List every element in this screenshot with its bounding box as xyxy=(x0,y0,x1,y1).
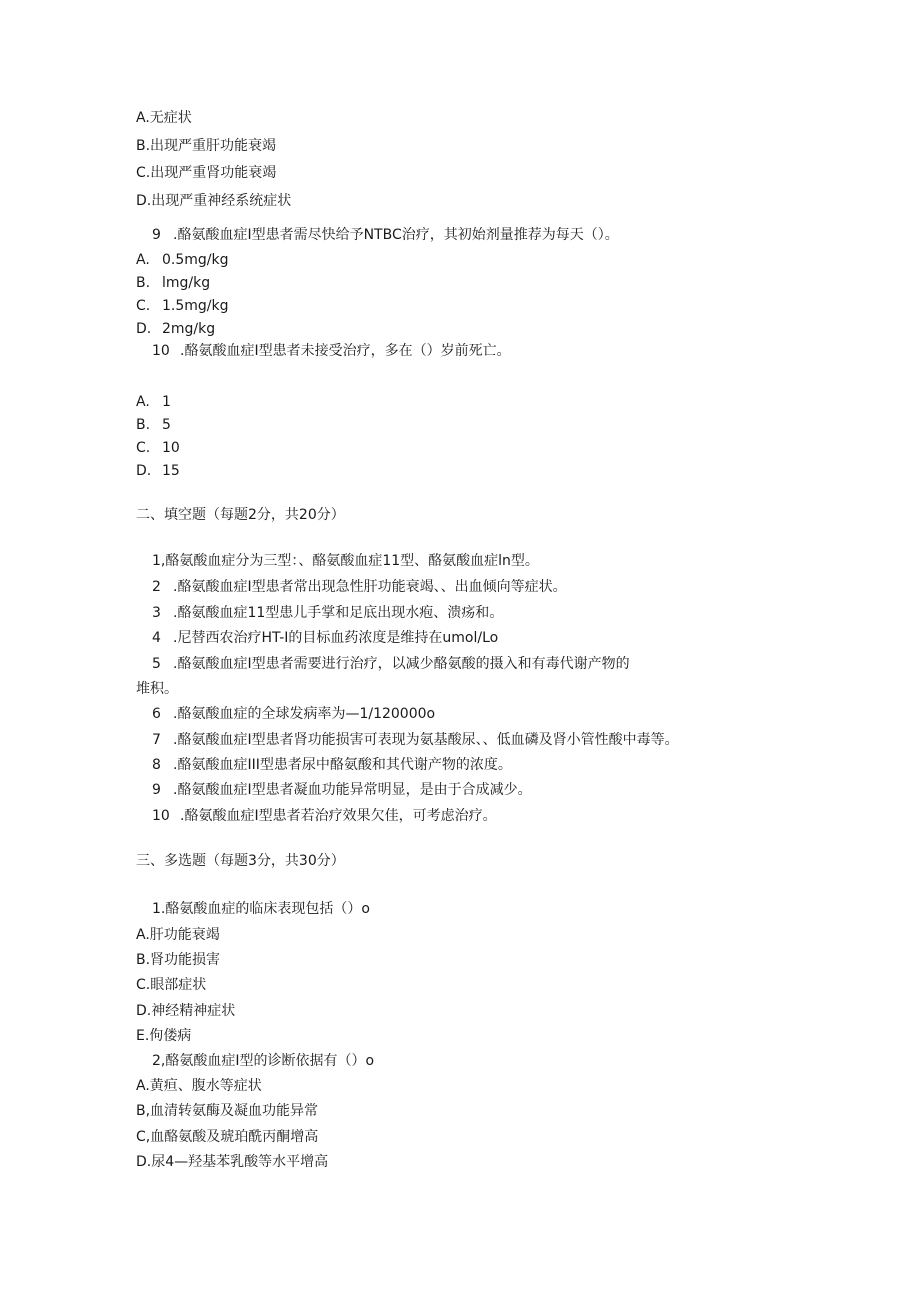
q8-option-b: B.出现严重肝功能衰竭 xyxy=(136,138,277,154)
fill-item-5: .酪氨酸血症Ⅰ型患者需要进行治疗，以减少酪氨酸的摄入和有毒代谢产物的 xyxy=(173,656,630,672)
fill-item-5-number: 5 xyxy=(152,656,161,672)
q8-option-a: A.无症状 xyxy=(136,110,192,126)
multi-q1-option-d: D.神经精神症状 xyxy=(136,1003,236,1019)
q9-option-b-label: B. xyxy=(136,275,151,291)
q9-option-a-value: 0.5mg∕kg xyxy=(162,252,229,268)
fill-item-8: .酪氨酸血症III型患者尿中酪氨酸和其代谢产物的浓度。 xyxy=(173,757,512,773)
fill-item-6: .酪氨酸血症的全球发病率为—1/120000o xyxy=(173,706,436,722)
q9-option-d-label: D. xyxy=(136,321,152,337)
multi-q1-option-b: B.肾功能损害 xyxy=(136,952,221,968)
q8-option-c: C.出现严重肾功能衰竭 xyxy=(136,165,277,181)
q8-option-d: D.出现严重神经系统症状 xyxy=(136,193,292,209)
multi-q1-option-e: E.佝偻病 xyxy=(136,1028,192,1044)
q9-option-a-label: A. xyxy=(136,252,150,268)
multi-q2-option-a: A.黄疸、腹水等症状 xyxy=(136,1078,262,1094)
multi-q1: 1.酪氨酸血症的临床表现包括（）o xyxy=(152,901,370,917)
q9-option-d-value: 2mg∕kg xyxy=(162,321,216,337)
q9-option-b-value: lmg/kg xyxy=(162,275,211,291)
fill-item-3: .酪氨酸血症11型患儿手掌和足底出现水疱、溃疡和。 xyxy=(173,605,504,621)
fill-item-1: 1,酪氨酸血症分为三型：、酪氨酸血症11型、酪氨酸血症ln型。 xyxy=(152,553,539,569)
multi-q2-option-d: D.尿4—羟基苯乳酸等水平增高 xyxy=(136,1154,329,1170)
multi-q1-option-c: C.眼部症状 xyxy=(136,977,207,993)
fill-item-5-continued: 堆积。 xyxy=(136,681,178,697)
fill-item-10-number: 10 xyxy=(152,808,170,824)
fill-item-9: .酪氨酸血症Ⅰ型患者凝血功能异常明显，是由于合成减少。 xyxy=(173,782,532,798)
fill-item-10: .酪氨酸血症Ⅰ型患者若治疗效果欠佳，可考虑治疗。 xyxy=(180,808,497,824)
fill-item-2-number: 2 xyxy=(152,579,161,595)
q9-question: .酪氨酸血症Ⅰ型患者需尽快给予NTBC治疗，其初始剂量推荐为每天（）。 xyxy=(173,227,619,243)
multi-q2-option-b: B,血清转氨酶及凝血功能异常 xyxy=(136,1103,319,1119)
fill-item-8-number: 8 xyxy=(152,757,161,773)
q10-option-b-value: 5 xyxy=(162,417,171,433)
fill-item-7: .酪氨酸血症Ⅰ型患者肾功能损害可表现为氨基酸尿、、低血磷及肾小管性酸中毒等。 xyxy=(173,732,679,748)
q9-option-c-value: 1.5mg∕kg xyxy=(162,298,229,314)
q9-number: 9 xyxy=(152,227,161,243)
q10-number: 10 xyxy=(152,343,170,359)
multi-q2-option-c: C,血酪氨酸及琥珀酰丙酮增高 xyxy=(136,1129,319,1145)
section-2-title: 二、填空题（每题2分，共20分） xyxy=(136,507,345,523)
multi-q2: 2,酪氨酸血症Ⅰ型的诊断依据有（）o xyxy=(152,1053,375,1069)
q10-option-a-label: A. xyxy=(136,394,150,410)
q10-option-d-label: D. xyxy=(136,463,152,479)
q10-option-a-value: 1 xyxy=(162,394,171,410)
q10-option-b-label: B. xyxy=(136,417,151,433)
q10-option-c-label: C. xyxy=(136,440,151,456)
q10-option-c-value: 10 xyxy=(162,440,180,456)
multi-q1-option-a: A.肝功能衰竭 xyxy=(136,927,220,943)
q9-option-c-label: C. xyxy=(136,298,151,314)
fill-item-9-number: 9 xyxy=(152,782,161,798)
fill-item-7-number: 7 xyxy=(152,732,161,748)
q10-question: .酪氨酸血症Ⅰ型患者未接受治疗，多在（）岁前死亡。 xyxy=(180,343,511,359)
fill-item-4-number: 4 xyxy=(152,630,161,646)
fill-item-2: .酪氨酸血症Ⅰ型患者常出现急性肝功能衰竭、、出血倾向等症状。 xyxy=(173,579,567,595)
q10-option-d-value: 15 xyxy=(162,463,180,479)
fill-item-3-number: 3 xyxy=(152,605,161,621)
section-3-title: 三、多选题（每题3分，共30分） xyxy=(136,853,345,869)
fill-item-4: .尼替西农治疗HT-I的目标血药浓度是维持在umol/Lo xyxy=(173,630,499,646)
fill-item-6-number: 6 xyxy=(152,706,161,722)
